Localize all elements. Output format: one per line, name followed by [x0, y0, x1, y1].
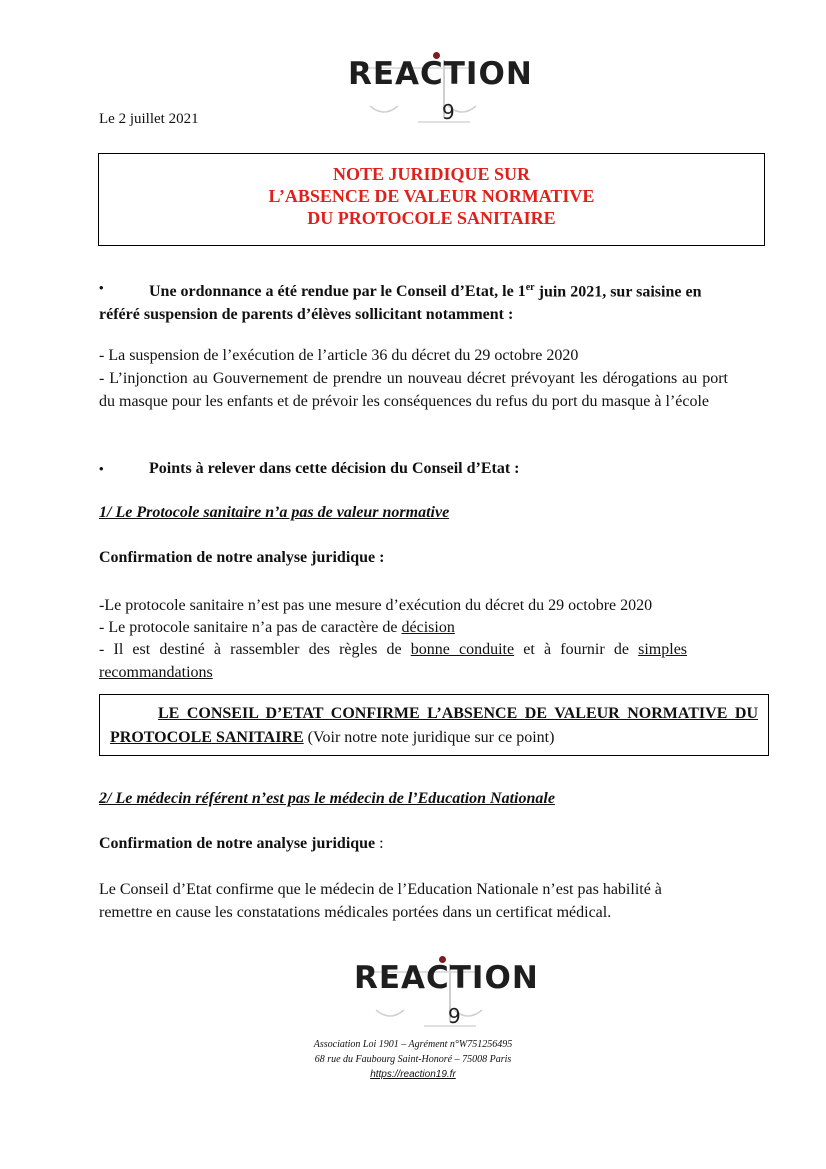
point-2-text: Le Conseil d’Etat confirme que le médecin de l’Education Nationale n’est pas habilité à remettre en cause les constatations médicales portées dans un certificat médical. — [99, 881, 662, 921]
point-2-heading: 2/ Le médecin référent n’est pas le médecin de l’Education Nationale — [99, 790, 555, 807]
bonne-conduite-underlined: bonne conduite — [410, 641, 515, 658]
bullet-icon: • — [99, 461, 104, 476]
footer-website-link[interactable]: https://reaction19.fr — [370, 1069, 456, 1080]
title-line-3: DU PROTOCOLE SANITAIRE — [307, 208, 556, 228]
ordonnance-text-b: juin 2021, sur saisine en référé suspension de parents d’élèves sollicitant notamment : — [99, 283, 702, 324]
ordonnance-sup: er — [525, 282, 535, 293]
footer-association: Association Loi 1901 – Agrément n°W751256495 — [313, 1039, 513, 1050]
point-1-line-2 — [99, 617, 728, 640]
logo-wordmark: REACTION — [348, 56, 533, 92]
confirmation-bold-text: LE CONSEIL D’ETAT CONFIRME L’ABSENCE DE VALEUR NORMATIVE DU PROTOCOLE SANITAIRE — [110, 705, 758, 746]
reaction19-logo-top — [348, 48, 533, 126]
request-item-1: - La suspension de l’exécution de l’article 36 du décret du 29 octobre 2020 — [99, 347, 579, 364]
point-2-subheading-tail: : — [375, 835, 384, 852]
logo-nine: 9 — [442, 100, 455, 124]
document-date: Le 2 juillet 2021 — [99, 111, 199, 127]
bullet-icon: • — [99, 280, 104, 295]
logo-nine: 9 — [448, 1004, 461, 1028]
document-title-box — [98, 153, 765, 246]
reaction19-logo-bottom — [354, 952, 539, 1030]
point-1-subheading: Confirmation de notre analyse juridique : — [99, 549, 385, 566]
confirmation-note-text: (Voir notre note juridique sur ce point) — [303, 729, 555, 746]
point-1-line-3 — [99, 639, 687, 684]
ordonnance-text-a: Une ordonnance a été rendue par le Conseil d’Etat, le 1 — [149, 283, 526, 301]
confirmation-box — [99, 694, 769, 756]
title-line-2: L’ABSENCE DE VALEUR NORMATIVE — [268, 186, 595, 206]
bullet-ordonnance — [99, 276, 728, 326]
point-1-heading: 1/ Le Protocole sanitaire n’a pas de valeur normative — [99, 504, 450, 521]
title-line-1: NOTE JURIDIQUE SUR — [332, 164, 531, 184]
point-2-subheading: Confirmation de notre analyse juridique — [99, 835, 376, 852]
bullet-points — [99, 457, 728, 480]
points-text: Points à relever dans cette décision du Conseil d’Etat : — [149, 460, 520, 477]
logo-wordmark: REACTION — [354, 960, 539, 996]
point-1-line-1: -Le protocole sanitaire n’est pas une mesure d’exécution du décret du 29 octobre 2020 — [99, 597, 653, 614]
footer-address: 68 rue du Faubourg Saint-Honoré – 75008 Paris — [314, 1054, 512, 1065]
line-3-text-a: - Il est destiné à rassembler des règles de — [99, 641, 411, 658]
request-item-2: - L’injonction au Gouvernement de prendre un nouveau décret prévoyant les dérogations au port du masque pour les enfants et de prévoir les conséquences du refus du port du masque à l’école — [99, 370, 728, 410]
line-2-text: - Le protocole sanitaire n’a pas de caractère de — [99, 619, 402, 636]
simples-recommandations-underlined: simples recommandations — [99, 641, 688, 681]
decision-underlined: décision — [401, 619, 455, 636]
line-3-text-b: et à fournir de — [514, 641, 639, 658]
point-2-subheading-wrap — [99, 835, 384, 853]
footer — [240, 1037, 586, 1082]
